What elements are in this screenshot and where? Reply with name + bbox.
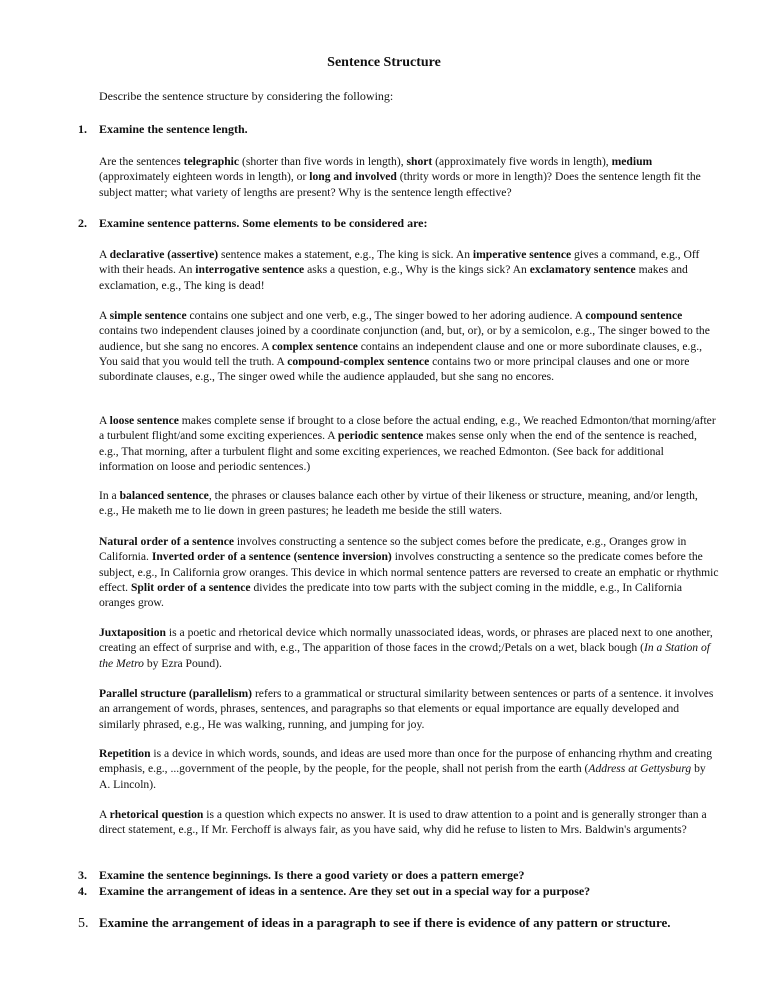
section-number: 3.: [78, 868, 87, 882]
section-heading-2: [78, 216, 428, 231]
intro-text: Describe the sentence structure by considering the following:: [99, 89, 394, 103]
paragraph-loose-sentence: A loose sentence makes complete sense if brought to a close before the actual ending, e.g., We reached Edmonton/that morning/after a turbulent flight/and some exciting experiences. A periodic sentence makes sense only when the end of the sentence is reached, e.g., That morning, after a turbulent flight and some exciting experiences, we reached Edmonton. (See back for additional information on loose and periodic sentences.): [99, 414, 716, 473]
paragraph-balanced-sentence: In a balanced sentence, the phrases or clauses balance each other by virtue of their likeness or structure, meaning, and/or length, e.g., He maketh me to lie down in green pastures; he leadeth me beside the still waters.: [99, 489, 698, 518]
section-heading-5: [78, 915, 671, 932]
paragraph-simple-sentence: A simple sentence contains one subject and one verb, e.g., The singer bowed to her adoring audience. A compound sentence contains two independent clauses joined by a coordinate conjunction (and, but, or), or by a semicolon, e.g., The singer bowed to the audience, but she sang no encores. A complex sentence contains an independent clause and one or more subordinate clauses, e.g., You said that you would tell the truth. A compound-complex sentence contains two or more principal clauses and one or more subordinate clauses, e.g., The singer owed while the audience applauded, but she sang no encores.: [99, 309, 710, 384]
section-number: 2.: [78, 216, 87, 230]
section-number: 4.: [78, 884, 87, 898]
paragraph-sentence-length: Are the sentences telegraphic (shorter than five words in length), short (approximately five words in length), medium (approximately eighteen words in length), or long and involved (thrity words or more in length)? Does the sentence length fit the subject matter; what variety of lengths are present? Why is the sentence length effective?: [99, 155, 701, 199]
section-number: 1.: [78, 122, 87, 136]
paragraph-juxtaposition: Juxtaposition is a poetic and rhetorical device which normally unassociated ideas, words, or phrases are placed next to one another, creating an effect of surprise and with, e.g., The apparition of those faces in the crowd;/Petals on a wet, black bough (In a Station of the Metro by Ezra Pound).: [99, 626, 713, 670]
section-label: Examine the sentence length.: [99, 122, 248, 136]
page-title: Sentence Structure: [327, 55, 441, 70]
paragraph-parallel-structure: Parallel structure (parallelism) refers to a grammatical or structural similarity between sentences or parts of a sentence. it involves an arrangement of words, phrases, sentences, and paragraphs so that elements or equal importance are equally developed and similarly phrased, e.g., He was walking, running, and jumping for joy.: [99, 687, 714, 731]
section-label: Examine the arrangement of ideas in a sentence. Are they set out in a special way for a purpose?: [99, 884, 591, 898]
section-heading-3: [78, 868, 525, 883]
paragraph-declarative: A declarative (assertive) sentence makes a statement, e.g., The king is sick. An imperative sentence gives a command, e.g., Off with their heads. An interrogative sentence asks a question, e.g., Why is the kings sick? An exclamatory sentence makes and exclamation, e.g., The king is dead!: [99, 248, 700, 292]
section-heading-4: [78, 884, 590, 899]
paragraph-sentence-order: Natural order of a sentence involves constructing a sentence so the subject comes before the predicate, e.g., Oranges grow in California. Inverted order of a sentence (sentence inversion) involves constructing a sentence so the predicate comes before the subject, e.g., In California grow oranges. This device in which normal sentence patters are reversed to create an emphatic or rhythmic effect. Split order of a sentence divides the predicate into tow parts with the subject coming in the middle, e.g., In California oranges grow.: [99, 535, 719, 610]
paragraph-rhetorical-question: A rhetorical question is a question which expects no answer. It is used to draw attention to a point and is generally stronger than a direct statement, e.g., If Mr. Ferchoff is always fair, as you have said, why did he refuse to listen to Mrs. Baldwin's arguments?: [99, 808, 707, 837]
section-label: Examine sentence patterns. Some elements to be considered are:: [99, 216, 428, 230]
paragraph-repetition: Repetition is a device in which words, sounds, and ideas are used more than once for the purpose of enhancing rhythm and creating emphasis, e.g., ...government of the people, by the people, for the people, shall not perish from the earth (Address at Gettysburg by A. Lincoln).: [99, 747, 713, 791]
section-heading-1: [78, 122, 248, 137]
section-number: 5.: [78, 916, 89, 931]
section-label: Examine the arrangement of ideas in a paragraph to see if there is evidence of any pattern or structure.: [99, 915, 671, 930]
section-label: Examine the sentence beginnings. Is there a good variety or does a pattern emerge?: [99, 868, 525, 882]
